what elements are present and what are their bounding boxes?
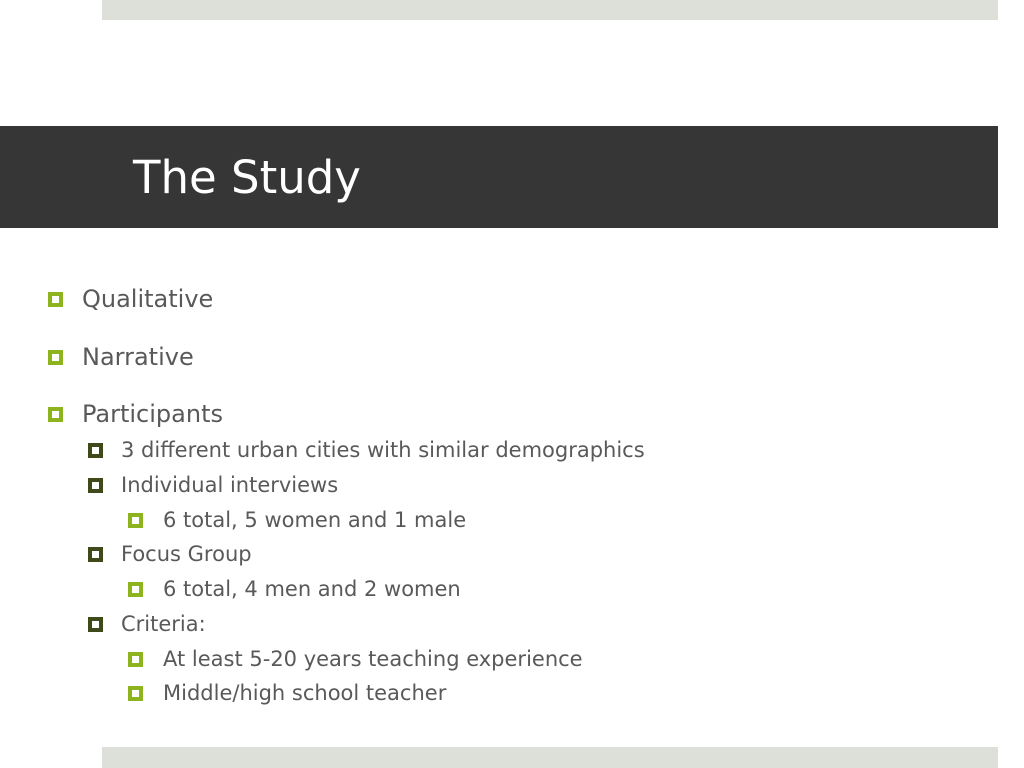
bullet-text: 3 different urban cities with similar demographics	[121, 438, 645, 462]
sub-sub-bullet-interview-count	[128, 506, 466, 534]
sub-sub-bullet-focus-group-count	[128, 575, 461, 603]
bottom-decorative-band	[102, 747, 998, 768]
square-bullet-icon	[88, 617, 103, 632]
square-bullet-icon	[128, 582, 143, 597]
bullet-text: 6 total, 5 women and 1 male	[163, 508, 467, 532]
bullet-text: Qualitative	[82, 285, 214, 313]
sub-bullet-individual-interviews	[88, 471, 338, 499]
bullet-item-qualitative	[48, 284, 213, 314]
bullet-text: Participants	[82, 400, 223, 428]
square-bullet-icon	[128, 686, 143, 701]
bullet-text: Middle/high school teacher	[163, 681, 447, 705]
bullet-text: 6 total, 4 men and 2 women	[163, 577, 461, 601]
bullet-text: Individual interviews	[121, 473, 339, 497]
square-bullet-icon	[48, 292, 63, 307]
top-decorative-band	[102, 0, 998, 20]
square-bullet-icon	[88, 547, 103, 562]
square-bullet-icon	[48, 350, 63, 365]
bullet-text: At least 5-20 years teaching experience	[163, 647, 583, 671]
square-bullet-icon	[88, 443, 103, 458]
square-bullet-icon	[128, 513, 143, 528]
sub-bullet-urban-cities	[88, 436, 645, 464]
square-bullet-icon	[88, 478, 103, 493]
bullet-text: Narrative	[82, 343, 194, 371]
square-bullet-icon	[128, 652, 143, 667]
sub-bullet-focus-group	[88, 540, 252, 568]
sub-sub-bullet-experience	[128, 645, 583, 673]
bullet-text: Criteria:	[121, 612, 206, 636]
sub-sub-bullet-school-level	[128, 679, 446, 707]
bullet-text: Focus Group	[121, 542, 252, 566]
slide-title: The Study	[133, 151, 361, 204]
bullet-item-participants	[48, 399, 223, 429]
square-bullet-icon	[48, 407, 63, 422]
sub-bullet-criteria	[88, 610, 206, 638]
bullet-item-narrative	[48, 342, 194, 372]
